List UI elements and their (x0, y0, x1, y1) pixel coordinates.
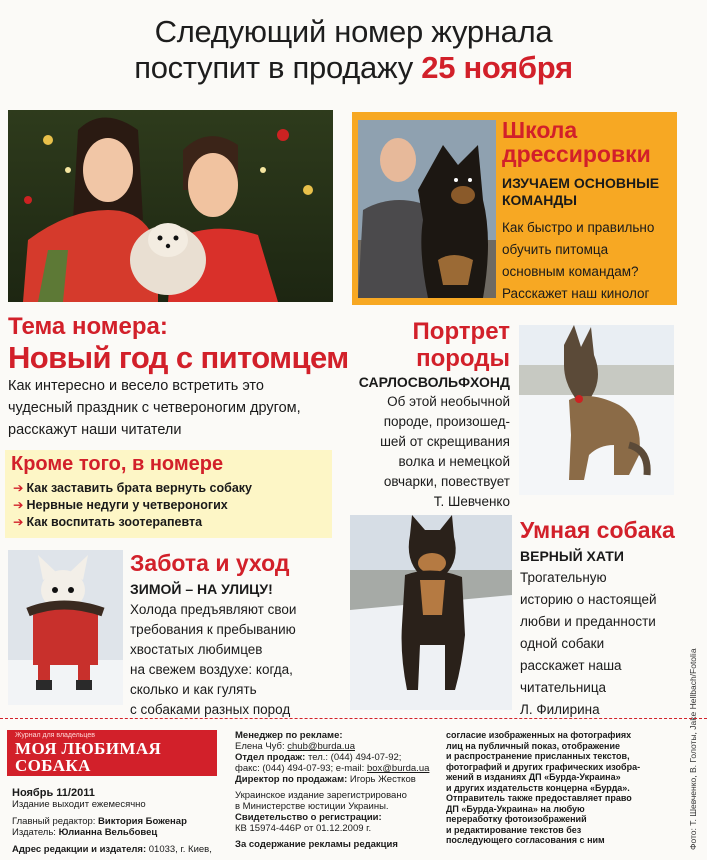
legal-line: согласие изображенных на фотографиях (446, 730, 632, 740)
portrait-breed: САРЛОСВОЛЬФХОНД (358, 374, 510, 390)
school-subtitle-line-2: КОМАНДЫ (502, 192, 577, 208)
smart-text-line: Л. Филирина (520, 702, 600, 717)
certificate-label (235, 812, 440, 823)
sales-label: Отдел продаж: (235, 752, 306, 763)
logo-line-1: МОЯ ЛЮБИМАЯ (15, 739, 162, 758)
editor-line (12, 816, 232, 827)
arrow-icon: ➔ (13, 481, 24, 495)
care-text-line: сколько и как гулять (130, 682, 257, 697)
legal-line: и редактирование текстов без (446, 824, 582, 835)
portrait-text-line: породе, произошед- (383, 414, 510, 429)
sales-email-link[interactable]: box@burda.ua (366, 763, 430, 774)
legal-line: Отправитель также предоставляет право (446, 793, 632, 803)
logo-line-2: СОБАКА (15, 756, 91, 775)
address-value: 01033, г. Киев, (148, 844, 212, 855)
also-in-issue-box (5, 450, 332, 538)
legal-line: ДП «Бурда-Украина» на любую (446, 803, 585, 814)
portrait-text-line: Об этой необычной (387, 394, 510, 409)
photo-credit: Фото: Т. Шевченко, В. Голоты, Jake Hellbach/Fotolia (688, 648, 698, 850)
care-text-line: на свежем воздухе: когда, (130, 662, 293, 677)
also-item (13, 514, 252, 531)
school-text (502, 217, 654, 305)
publisher-line (12, 827, 232, 838)
ad-manager-line (235, 741, 440, 752)
care-text-line: с собаками разных пород (130, 702, 291, 717)
legal-line: последующего согласования с ним (446, 835, 605, 845)
smart-text-line: любви и преданности (520, 614, 656, 629)
header-line-1: Следующий номер журнала (154, 14, 553, 49)
christmas-photo (8, 110, 333, 302)
sales-director-line (235, 774, 440, 785)
next-issue-header (0, 14, 707, 86)
publisher-name: Юлианна Вельбовец (58, 827, 158, 838)
care-title: Забота и уход (130, 550, 290, 576)
ad-content-text: За содержание рекламы редакция (235, 839, 398, 850)
theme-text-line: чудесный праздник с четвероногим другом, (8, 400, 301, 416)
smart-text-line: Трогательную (520, 570, 607, 585)
sales-director-name: Игорь Жестков (349, 774, 416, 785)
legal-line: жений в изданиях ДП «Бурда-Украина» (446, 772, 621, 782)
editor-name: Виктория Боженар (98, 816, 187, 827)
arrow-icon: ➔ (13, 498, 24, 512)
portrait-text-line: овчарки, повествует (383, 474, 510, 489)
imprint-column-2 (235, 730, 440, 850)
publisher-label: Издатель: (12, 827, 56, 838)
school-text-line: основным командам? (502, 264, 639, 279)
smart-dog-title: Умная собака (520, 517, 675, 543)
care-text-line: требования к пребыванию (130, 622, 296, 637)
portrait-text-line: волка и немецкой (398, 454, 510, 469)
ad-manager-name: Елена Чуб: (235, 741, 285, 752)
header-line-2 (0, 50, 707, 86)
also-item (13, 497, 252, 514)
loyal-dog-photo (350, 515, 512, 710)
smart-text-line: расскажет наша (520, 658, 622, 673)
care-text-line: Холода предъявляют свои (130, 602, 297, 617)
portrait-text-line: шей от скрещивания (380, 434, 510, 449)
portrait-text (340, 392, 510, 512)
theme-title: Новый год с питомцем (8, 340, 349, 375)
training-school-block (352, 112, 677, 305)
arrow-icon: ➔ (13, 515, 24, 529)
certificate-label-text: Свидетельство о регистрации: (235, 812, 382, 823)
legal-line: переработку фотоизображений (446, 814, 587, 824)
legal-line: фотографий и других графических изобра- (446, 761, 641, 772)
smart-dog-subtitle: ВЕРНЫЙ ХАТИ (520, 548, 624, 564)
school-title (502, 118, 651, 166)
also-item-text: Как воспитать зоотерапевта (26, 515, 203, 529)
also-item-text: Нервные недуги у четвероногих (26, 498, 228, 512)
school-title-line-2: дрессировки (502, 141, 651, 167)
portrait-title-line-2: породы (416, 345, 510, 372)
school-text-line: Как быстро и правильно (502, 220, 655, 235)
smart-text-line: одной собаки (520, 636, 605, 651)
theme-text-line: Как интересно и весело встретить это (8, 378, 264, 394)
fax-line (235, 763, 440, 774)
release-date: 25 ноября (421, 50, 573, 85)
imprint-column-3 (446, 730, 671, 846)
header-line-2-text: поступит в продажу (134, 50, 413, 85)
registration-line-2: в Министерстве юстиции Украины. (235, 801, 389, 812)
imprint-column-1 (12, 788, 232, 855)
school-title-line-1: Школа (502, 117, 578, 143)
sales-phone: тел.: (044) 494-07-92; (307, 752, 402, 763)
portrait-title (413, 318, 510, 372)
care-text-line: хвостатых любимцев (130, 642, 263, 657)
also-list (13, 480, 252, 531)
care-text (130, 600, 345, 720)
portrait-text-line: Т. Шевченко (433, 494, 510, 509)
ad-manager-label-text: Менеджер по рекламе: (235, 730, 343, 741)
issue-number: Ноябрь 11/2011 (12, 787, 95, 799)
trainer-dog-photo (358, 120, 496, 298)
school-subtitle-line-1: ИЗУЧАЕМ ОСНОВНЫЕ (502, 175, 660, 191)
chihuahua-photo (8, 550, 123, 705)
theme-text-line: расскажут наши читатели (8, 422, 182, 438)
ad-manager-label (235, 730, 440, 741)
magazine-logo (7, 730, 217, 776)
sales-director-label: Директор по продажам: (235, 774, 348, 785)
care-subtitle: ЗИМОЙ – НА УЛИЦУ! (130, 581, 273, 597)
monthly-note: Издание выходит ежемесячно (12, 799, 146, 810)
logo-text (15, 740, 161, 774)
school-text-line: Расскажет наш кинолог (502, 286, 650, 301)
legal-line: лиц на публичный показ, отображение (446, 740, 621, 751)
wolfdog-photo (519, 325, 674, 495)
address-label: Адрес редакции и издателя: (12, 844, 147, 855)
logo-tagline: Журнал для владельцев (15, 732, 95, 739)
school-text-line: обучить питомца (502, 242, 609, 257)
ad-content-line (235, 839, 440, 850)
portrait-title-line-1: Портрет (412, 318, 510, 345)
smart-text-line: историю о настоящей (520, 592, 657, 607)
legal-line: и других издательств концерна «Бурда». (446, 782, 630, 793)
fax-text: факс: (044) 494-07-93; e-mail: (235, 763, 365, 774)
theme-label: Тема номера: (8, 313, 168, 340)
smart-text-line: читательница (520, 680, 607, 695)
theme-text (8, 375, 338, 441)
school-subtitle (502, 175, 659, 209)
also-title: Кроме того, в номере (11, 453, 224, 475)
address-line (12, 844, 232, 855)
ad-manager-email-link[interactable]: chub@burda.ua (287, 741, 355, 752)
certificate-value: КВ 15974-446Р от 01.12.2009 г. (235, 823, 372, 834)
smart-dog-text (520, 567, 680, 721)
legal-line: и распространение присланных текстов, (446, 751, 630, 761)
sales-line (235, 752, 440, 763)
editor-label: Главный редактор: (12, 816, 96, 827)
also-item (13, 480, 252, 497)
registration-line-1: Украинское издание зарегистрировано (235, 790, 407, 801)
also-item-text: Как заставить брата вернуть собаку (26, 481, 252, 495)
